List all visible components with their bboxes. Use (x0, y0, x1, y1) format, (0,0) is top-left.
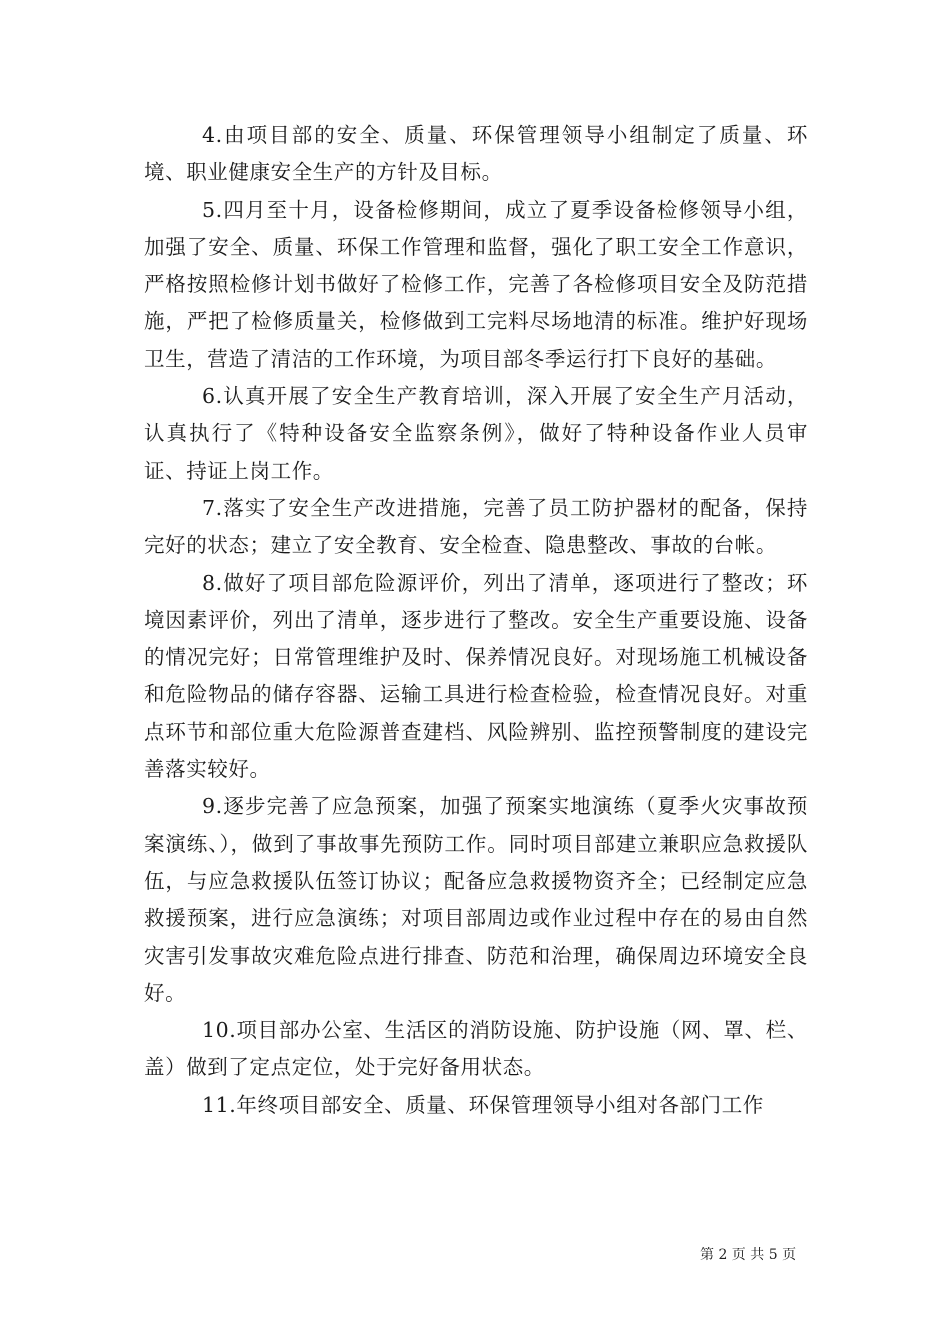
paragraph-item-8: 8.做好了项目部危险源评价，列出了清单，逐项进行了整改；环境因素评价，列出了清单，逐步进行了整改。安全生产重要设施、设备的情况完好；日常管理维护及时、保养情况良好。对现场施工机械设备和危险物品的储存容器、运输工具进行检查检验，检查情况良好。对重点环节和部位重大危险源普查建档、风险辨别、监控预警制度的建设完善落实较好。 (144, 570, 808, 782)
paragraph-item-6: 6.认真开展了安全生产教育培训，深入开展了安全生产月活动，认真执行了《特种设备安全监察条例》，做好了特种设备作业人员审证、持证上岗工作。 (144, 384, 808, 483)
paragraph-item-7: 7.落实了安全生产改进措施，完善了员工防护器材的配备，保持完好的状态；建立了安全教育、安全检查、隐患整改、事故的台帐。 (144, 495, 808, 558)
paragraph-item-9: 9.逐步完善了应急预案，加强了预案实地演练（夏季火灾事故预案演练、），做到了事故事先预防工作。同时项目部建立兼职应急救援队伍，与应急救援队伍签订协议；配备应急救援物资齐全；已经制定应急救援预案，进行应急演练；对项目部周边或作业过程中存在的易由自然灾害引发事故灾难危险点进行排查、防范和治理，确保周边环境安全良好。 (144, 794, 808, 1005)
document-body (144, 117, 808, 1124)
paragraph-item-11: 11.年终项目部安全、质量、环保管理领导小组对各部门工作 (202, 1092, 764, 1117)
paragraph-item-4: 4.由项目部的安全、质量、环保管理领导小组制定了质量、环境、职业健康安全生产的方针及目标。 (144, 123, 808, 185)
page-number-footer: 第 2 页 共 5 页 (700, 1247, 797, 1263)
paragraph-item-5: 5.四月至十月，设备检修期间，成立了夏季设备检修领导小组，加强了安全、质量、环保工作管理和监督，强化了职工安全工作意识，严格按照检修计划书做好了检修工作，完善了各检修项目安全及防范措施，严把了检修质量关，检修做到工完料尽场地清的标准。维护好现场卫生，营造了清洁的工作环境，为项目部冬季运行打下良好的基础。 (144, 197, 808, 371)
paragraph-item-10: 10.项目部办公室、生活区的消防设施、防护设施（网、罩、栏、盖）做到了定点定位，处于完好备用状态。 (144, 1018, 808, 1080)
